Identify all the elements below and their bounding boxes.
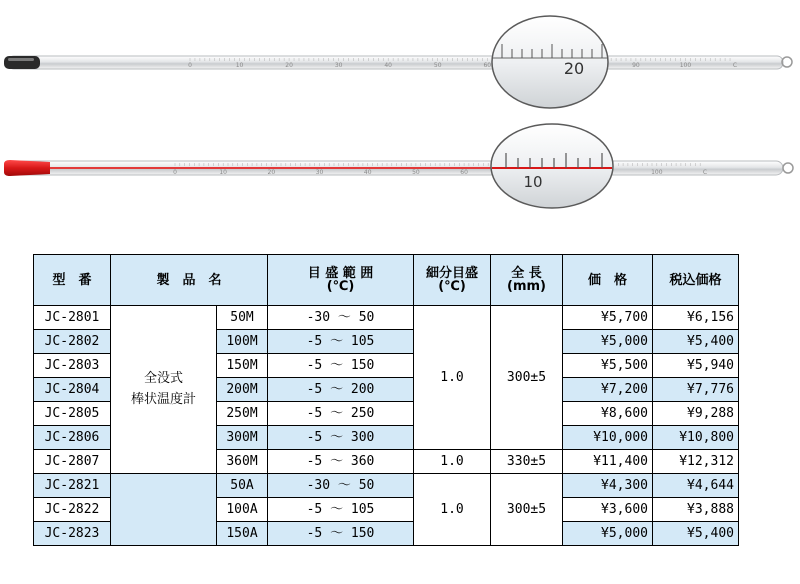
cell-model: 250M (217, 402, 268, 426)
cell-price: ¥5,000 (563, 522, 653, 546)
cell-division-group1: 1.0 (414, 306, 491, 450)
cell-code: JC-2804 (34, 378, 111, 402)
cell-model: 100A (217, 498, 268, 522)
scale-label: C (732, 62, 738, 69)
cell-range: -5 ～ 150 (268, 354, 414, 378)
cell-code: JC-2803 (34, 354, 111, 378)
cell-range: -5 ～ 200 (268, 378, 414, 402)
cell-range: -30 ～ 50 (268, 306, 414, 330)
header-division (414, 255, 491, 306)
cell-tax-price: ¥9,288 (653, 402, 739, 426)
cell-price: ¥5,500 (563, 354, 653, 378)
cell-tax-price: ¥10,800 (653, 426, 739, 450)
scale-label: 50 (412, 169, 420, 176)
cell-price: ¥7,200 (563, 378, 653, 402)
cell-code: JC-2821 (34, 474, 111, 498)
cell-code: JC-2823 (34, 522, 111, 546)
cell-range: -5 ～ 360 (268, 450, 414, 474)
header-division-l1: 細分目盛 (425, 266, 478, 281)
cell-product-name (111, 306, 217, 474)
thermometer-1-bulb (4, 56, 40, 69)
cell-price: ¥11,400 (563, 450, 653, 474)
zoom-lens-2-label: 10 (523, 173, 543, 191)
header-price: 価 格 (563, 255, 653, 306)
cell-price: ¥4,300 (563, 474, 653, 498)
cell-code: JC-2807 (34, 450, 111, 474)
cell-range: -5 ～ 105 (268, 330, 414, 354)
header-length-l1: 全 長 (511, 266, 542, 281)
cell-tax-price: ¥5,400 (653, 330, 739, 354)
scale-label: 0 (173, 169, 177, 176)
cell-model: 150A (217, 522, 268, 546)
header-range-l2: (℃) (326, 279, 355, 294)
scale-label: 60 (460, 169, 468, 176)
cell-model: 50M (217, 306, 268, 330)
header-range-l1: 目 盛 範 囲 (307, 266, 374, 281)
cell-model: 300M (217, 426, 268, 450)
cell-tax-price: ¥3,888 (653, 498, 739, 522)
scale-label: C (702, 169, 708, 176)
cell-tax-price: ¥5,940 (653, 354, 739, 378)
thermometer-2-ring (783, 163, 793, 173)
zoom-lens-1-label: 20 (563, 59, 585, 78)
header-length (491, 255, 563, 306)
cell-price: ¥5,700 (563, 306, 653, 330)
header-range (268, 255, 414, 306)
cell-model: 200M (217, 378, 268, 402)
cell-price: ¥5,000 (563, 330, 653, 354)
cell-model: 360M (217, 450, 268, 474)
cell-length-group1: 300±5 (491, 306, 563, 450)
scale-label: 30 (334, 62, 343, 69)
cell-tax-price: ¥12,312 (653, 450, 739, 474)
cell-code: JC-2806 (34, 426, 111, 450)
thermometer-1-tube (8, 56, 783, 69)
scale-label: 10 (219, 169, 228, 176)
cell-tax-price: ¥6,156 (653, 306, 739, 330)
cell-range: -5 ～ 150 (268, 522, 414, 546)
cell-price: ¥10,000 (563, 426, 653, 450)
header-tax-price: 税込価格 (653, 255, 739, 306)
scale-label: 0 (188, 62, 192, 69)
table-header-row (34, 255, 739, 306)
table-row (34, 474, 739, 498)
scale-label: 100 (651, 169, 663, 176)
header-name: 製 品 名 (111, 255, 268, 306)
cell-range: -30 ～ 50 (268, 474, 414, 498)
cell-tax-price: ¥4,644 (653, 474, 739, 498)
cell-range: -5 ～ 105 (268, 498, 414, 522)
cell-price: ¥8,600 (563, 402, 653, 426)
thermometer-2 (4, 160, 793, 176)
table-row (34, 306, 739, 330)
cell-price: ¥3,600 (563, 498, 653, 522)
scale-label: 20 (285, 62, 293, 69)
cell-code: JC-2822 (34, 498, 111, 522)
cell-range: -5 ～ 250 (268, 402, 414, 426)
scale-label: 40 (384, 62, 393, 69)
header-division-l2: (℃) (438, 279, 466, 294)
scale-label: 50 (433, 62, 442, 69)
scale-label: 10 (235, 62, 244, 69)
scale-label: 40 (363, 169, 372, 176)
header-code: 型 番 (34, 255, 111, 306)
scale-label: 100 (679, 62, 692, 69)
cell-division-group2: 1.0 (414, 450, 491, 474)
scale-label: 90 (632, 62, 640, 69)
product-name-l2: 棒状温度計 (130, 391, 196, 407)
cell-code: JC-2802 (34, 330, 111, 354)
cell-division-group3: 1.0 (414, 474, 491, 546)
cell-tax-price: ¥5,400 (653, 522, 739, 546)
header-length-l2: (mm) (507, 279, 546, 294)
product-name-l1: 全没式 (143, 370, 183, 386)
cell-code: JC-2801 (34, 306, 111, 330)
spec-table (33, 254, 739, 546)
thermometer-illustrations (0, 0, 800, 245)
cell-product-name-empty (111, 474, 217, 546)
zoom-lens-1 (492, 16, 608, 108)
cell-tax-price: ¥7,776 (653, 378, 739, 402)
thermometer-2-bulb (4, 160, 50, 176)
scale-label: 30 (315, 169, 324, 176)
cell-model: 150M (217, 354, 268, 378)
cell-range: -5 ～ 300 (268, 426, 414, 450)
cell-length-group3: 300±5 (491, 474, 563, 546)
scale-label: 60 (483, 62, 492, 69)
cell-code: JC-2805 (34, 402, 111, 426)
cell-length-group2: 330±5 (491, 450, 563, 474)
zoom-lens-2 (491, 124, 613, 208)
thermometer-1 (4, 56, 792, 69)
cell-model: 100M (217, 330, 268, 354)
cell-model: 50A (217, 474, 268, 498)
scale-label: 20 (267, 169, 276, 176)
